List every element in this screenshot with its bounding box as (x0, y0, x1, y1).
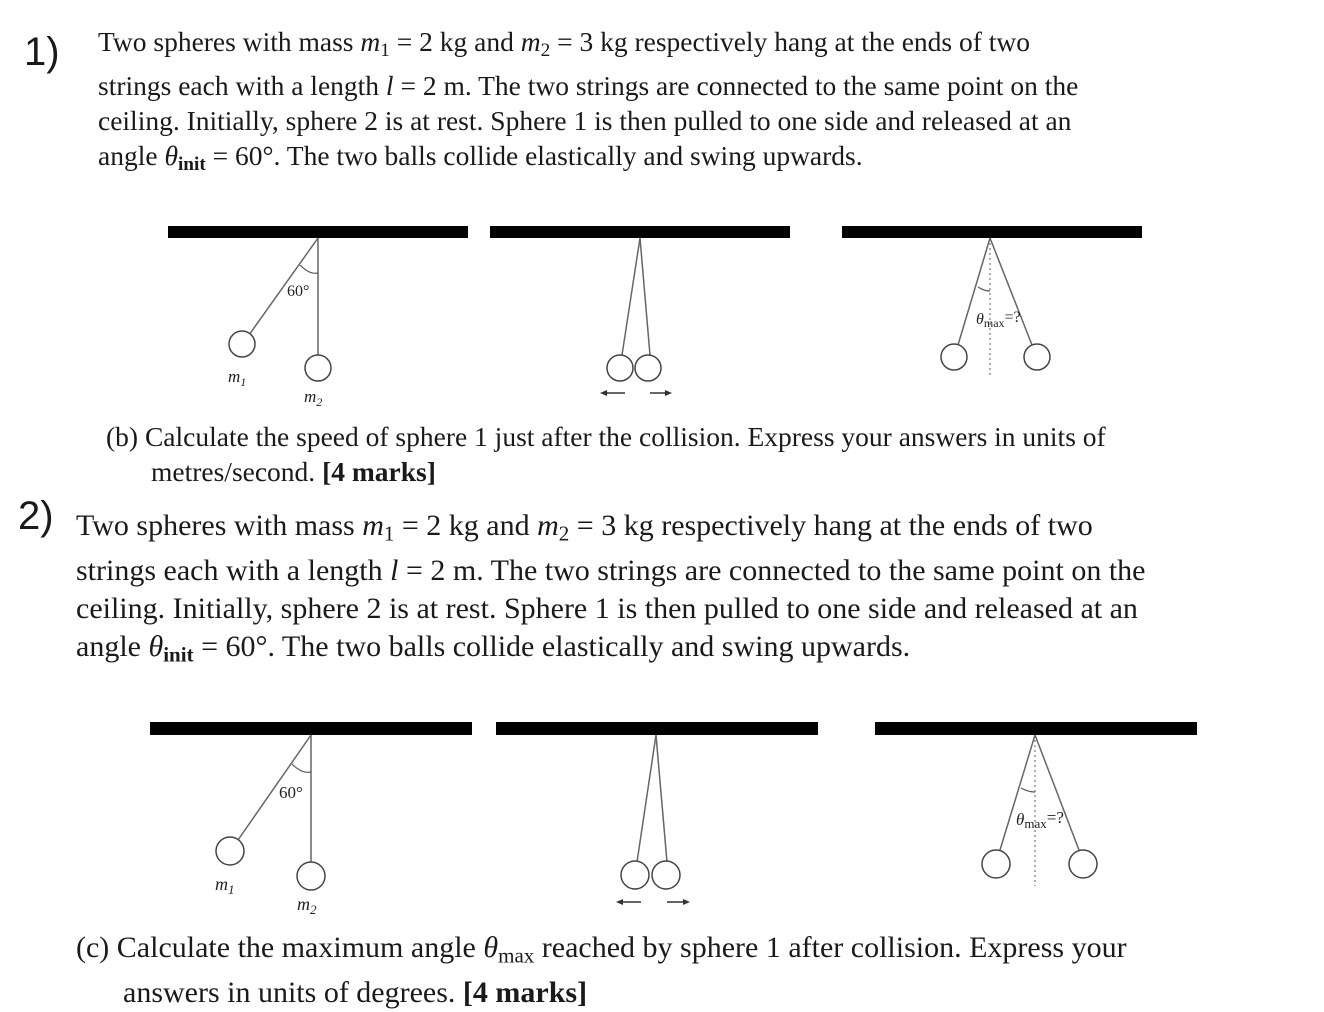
ceiling-bar (490, 226, 790, 238)
q2-line-2: strings each with a length l = 2 m. The two strings are connected to the same point on the (76, 554, 1146, 588)
label-m1: $m_1$ (215, 874, 235, 897)
angle-arc (292, 764, 311, 772)
string-m2 (656, 735, 667, 862)
sphere-m2 (297, 862, 325, 890)
part-b (106, 419, 1106, 489)
ceiling-bar (842, 226, 1142, 238)
theta-max-label: θmax=? (1016, 808, 1064, 831)
string-m1 (622, 238, 640, 355)
part-b-line-1: (b) Calculate the speed of sphere 1 just after the collision. Express your answers in units of (106, 421, 1106, 452)
angle-label: 60° (279, 783, 303, 802)
string-m1 (637, 735, 656, 862)
arrow-right-head (665, 390, 672, 396)
string-m1 (1000, 735, 1035, 850)
sphere-m1 (621, 861, 649, 889)
question-2-number: 2) (18, 494, 54, 538)
string-m2 (1035, 735, 1079, 850)
sphere-m1 (982, 850, 1010, 878)
sphere-m2 (1069, 850, 1097, 878)
part-c (76, 929, 1127, 1012)
part-c-line-2: answers in units of degrees. [4 marks] (123, 976, 588, 1010)
part-b-line-2: metres/second. [4 marks] (151, 456, 436, 487)
question-2-text (76, 507, 1145, 674)
sphere-m2 (652, 861, 680, 889)
q1-line-1: Two spheres with mass $m_1 = 2$ kg and $m_2 = 3$ kg respectively hang at the ends of two (98, 26, 1031, 61)
question-1-number: 1) (24, 30, 60, 74)
angle-arc (978, 287, 990, 291)
question-1-figure (0, 215, 1324, 425)
sphere-m1 (229, 331, 255, 357)
marks: [4 marks] (462, 976, 588, 1010)
arrow-left-head (616, 899, 623, 905)
q2-line-4: angle $\theta_{init} = 60^\circ$. The two balls collide elastically and swing upwards. (76, 630, 911, 667)
marks: [4 marks] (322, 456, 436, 487)
sphere-m1 (216, 837, 244, 865)
label-m2: $m_2$ (297, 894, 317, 917)
theta-max-label: θmax=? (976, 309, 1021, 330)
arrow-left-head (600, 390, 607, 396)
angle-arc (300, 265, 318, 273)
q1-line-4: angle $\theta_{init} = 60^\circ$. The two balls collide elastically and swing upwards. (98, 139, 863, 175)
question-1-text (98, 24, 1228, 182)
sphere-m1 (607, 355, 633, 381)
ceiling-bar (168, 226, 468, 238)
ceiling-bar (875, 722, 1197, 735)
sphere-m2 (1024, 344, 1050, 370)
label-m1: $m_1$ (228, 367, 247, 389)
sphere-m2 (305, 355, 331, 381)
q2-line-1: Two spheres with mass $m_1 = 2$ kg and $m_2 = 3$ kg respectively hang at the ends of two (76, 509, 1093, 546)
q1-line-3: ceiling. Initially, sphere 2 is at rest. Sphere 1 is then pulled to one side and released at an (98, 104, 1072, 136)
angle-label: 60° (287, 283, 310, 300)
angle-arc (1021, 788, 1035, 792)
sphere-m2 (635, 355, 661, 381)
q1-line-2: strings each with a length l = 2 m. The two strings are connected to the same point on the (98, 69, 1079, 101)
arrow-right-head (683, 899, 690, 905)
part-c-line-1: (c) Calculate the maximum angle $\theta_{max}$ reached by sphere 1 after collision. Express your (76, 931, 1127, 968)
string-m2 (640, 238, 650, 355)
ceiling-bar (496, 722, 818, 735)
sphere-m1 (941, 344, 967, 370)
q2-line-3: ceiling. Initially, sphere 2 is at rest. Sphere 1 is then pulled to one side and released at an (76, 592, 1138, 626)
label-m2: $m_2$ (304, 387, 323, 409)
ceiling-bar (150, 722, 472, 735)
question-2-figure (0, 710, 1324, 920)
